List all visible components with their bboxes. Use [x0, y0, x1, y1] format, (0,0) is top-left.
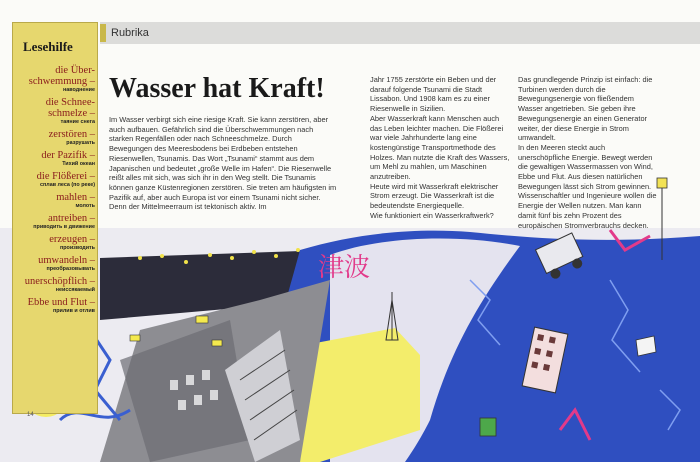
glossary-term: umwandeln – — [38, 255, 95, 266]
article-column-3 — [518, 75, 658, 230]
glossary-entry — [13, 213, 99, 231]
glossary-translation: приводить в движение — [33, 224, 95, 230]
glossary-entry — [13, 192, 99, 210]
kanji-label: 津波 — [318, 253, 371, 283]
paragraph: Im Wasser verbirgt sich eine riesige Kraft. Sie kann zerstören, aber auch aufbauen. Gefährlich sind die Überschwemmungen nach starken Regenfällen oder nach Schneeschmelze. Durch Bewegungen des Meeresbodens bei Erdbeben entstehen Riesenwellen, Tsunamis. Das Wort „Tsunami“ stammt aus dem Japanischen und bedeutet „große Welle im Hafen“. Die Riesenwelle reißt alles mit sich, was sich ihr in den Weg stellt. Die Tsunamis können ganze Küstenregionen zerstören. Sie treten am häufigsten im Pazifik auf, aber auch Europa ist vor einem Tsunami nicht sicher. Denn der Mittelmeerraum ist tektonisch aktiv. Im — [109, 115, 337, 212]
glossary-entry — [13, 255, 99, 273]
glossary-entry — [13, 276, 99, 294]
glossary-term: der Pazifik – — [41, 150, 95, 161]
glossary-term: zerstören – — [48, 129, 95, 140]
glossary-term-cont: schwemmung – — [28, 76, 95, 87]
paragraph: Wissenschaftler und Ingenieure wollen die Energie der Wellen nutzen. Man kann damit fünf bis zehn Prozent des europäischen Stromverbrauchs decken. — [518, 191, 657, 230]
rubrika-tab — [100, 24, 106, 42]
glossary-translation: прилив и отлив — [52, 308, 95, 314]
paragraph: Jahr 1755 zerstörte ein Beben und der darauf folgende Tsunami die Stadt Lissabon. Und 1908 kam es zu einer Riesenwelle in Sizilien. — [370, 75, 497, 114]
glossary-list — [13, 65, 99, 318]
glossary-entry — [13, 129, 99, 147]
glossary-translation: разрушать — [66, 140, 95, 146]
glossary-term: die Schnee- — [45, 97, 95, 108]
article-headline: Wasser hat Kraft! — [109, 73, 325, 104]
glossary-entry — [13, 150, 99, 168]
rubrika-label: Rubrika — [111, 27, 149, 39]
glossary-term-cont: schmelze – — [48, 108, 95, 119]
page-number: 14 — [27, 412, 34, 418]
glossary-entry — [13, 297, 99, 315]
glossary-term: mahlen – — [56, 192, 95, 203]
glossary-term: die Flößerei – — [36, 171, 95, 182]
glossary-term: Ebbe und Flut – — [27, 297, 95, 308]
glossary-translation: преобразовывать — [46, 266, 95, 272]
glossary-entry — [13, 65, 99, 94]
glossary-entry — [13, 97, 99, 126]
glossary-translation: производить — [60, 245, 95, 251]
paragraph: Aber Wasserkraft kann Menschen auch das Leben leichter machen. Die Flößerei war viele Jahrhunderte lang eine kostengünstige Transportmethode des Holzes. Man nutzte die Kraft des Wassers, um Mehl zu mahlen, um Maschinen anzutreiben. — [370, 113, 510, 182]
article-column-1 — [109, 115, 337, 212]
glossary-term: unerschöpflich – — [24, 276, 95, 287]
paragraph: Das grundlegende Prinzip ist einfach: die Turbinen werden durch die Bewegungsenergie von fließendem Wasser angetrieben. Sie geben ihre Bewegungsenergie an einen Generator weiter, der diese Energie in Strom umwandelt. — [518, 75, 653, 143]
glossary-entry — [13, 234, 99, 252]
glossary-translation: сплав леса (по реке) — [40, 182, 95, 188]
sidebar-title: Lesehilfe — [23, 39, 73, 54]
rubrika-band — [100, 22, 700, 44]
glossary-entry — [13, 171, 99, 189]
article-column-2 — [370, 75, 510, 221]
glossary-sidebar — [12, 22, 98, 414]
glossary-translation: неиссякаемый — [55, 287, 95, 293]
glossary-term: erzeugen – — [49, 234, 95, 245]
glossary-term: die Über- — [55, 65, 95, 76]
paragraph: In den Meeren steckt auch unerschöpfliche Energie. Bewegt werden die gewaltigen Wassermassen von Wind, Ebbe und Flut. Aus diesen natürlichen Bewegungen lässt sich Strom gewinnen. — [518, 142, 653, 191]
glossary-translation: таяние снега — [60, 119, 95, 125]
paragraph: Wie funktioniert ein Wasserkraftwerk? — [370, 210, 494, 220]
glossary-translation: молоть — [75, 203, 95, 209]
glossary-translation: наводнение — [63, 87, 95, 93]
paragraph: Heute wird mit Wasserkraft elektrischer Strom erzeugt. Die Wasserkraft ist die bedeutendste Energiequelle. — [370, 181, 499, 211]
glossary-term: antreiben – — [48, 213, 95, 224]
glossary-translation: Тихий океан — [62, 161, 95, 167]
